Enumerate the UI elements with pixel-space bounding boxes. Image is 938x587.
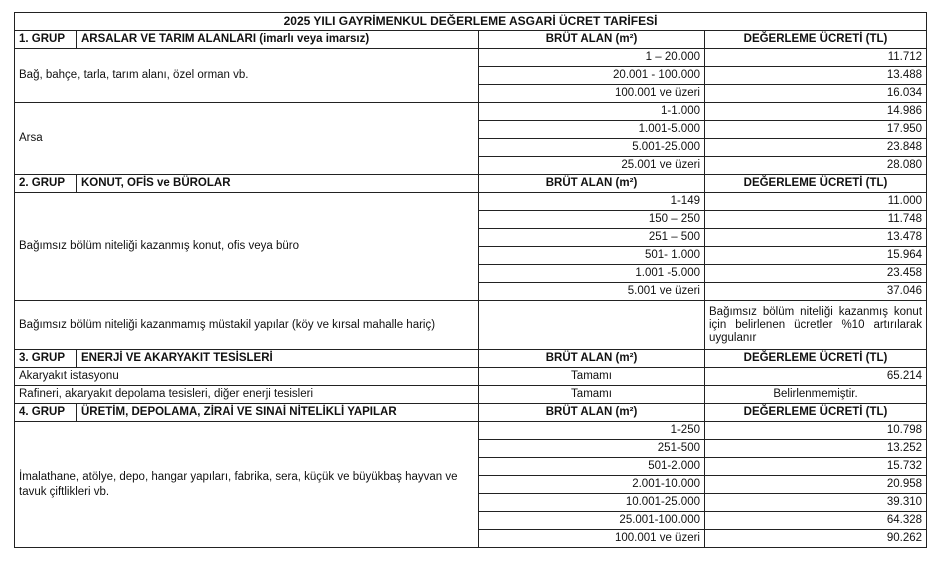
category-label: Arsa <box>15 103 479 175</box>
title-row <box>15 13 927 31</box>
area-cell: 2.001-10.000 <box>479 476 705 494</box>
area-cell: 20.001 - 100.000 <box>479 67 705 85</box>
fee-cell: 64.328 <box>705 512 927 530</box>
table-title: 2025 YILI GAYRİMENKUL DEĞERLEME ASGARİ ÜCRET TARİFESİ <box>15 13 927 31</box>
category-label: Bağımsız bölüm niteliği kazanmamış müstakil yapılar (köy ve kırsal mahalle hariç) <box>15 301 479 350</box>
table-row <box>15 422 927 440</box>
category-label: Bağımsız bölüm niteliği kazanmış konut, ofis veya büro <box>15 193 479 301</box>
area-cell: 25.001 ve üzeri <box>479 157 705 175</box>
area-cell: 5.001 ve üzeri <box>479 283 705 301</box>
area-cell: 100.001 ve üzeri <box>479 530 705 548</box>
group-header-row <box>15 404 927 422</box>
group-code: 3. GRUP <box>15 350 77 368</box>
area-cell: 1-149 <box>479 193 705 211</box>
fee-cell: 14.986 <box>705 103 927 121</box>
fee-cell: 90.262 <box>705 530 927 548</box>
area-cell: 501- 1.000 <box>479 247 705 265</box>
fee-cell: 16.034 <box>705 85 927 103</box>
category-label: Bağ, bahçe, tarla, tarım alanı, özel orman vb. <box>15 49 479 103</box>
fee-cell: Belirlenmemiştir. <box>705 386 927 404</box>
fee-tariff-table <box>14 12 927 548</box>
table-row <box>15 386 927 404</box>
area-cell: 501-2.000 <box>479 458 705 476</box>
area-cell: 251-500 <box>479 440 705 458</box>
area-header: BRÜT ALAN (m²) <box>479 404 705 422</box>
table-row <box>15 193 927 211</box>
fee-header: DEĞERLEME ÜCRETİ (TL) <box>705 31 927 49</box>
group-code: 4. GRUP <box>15 404 77 422</box>
area-cell: 5.001-25.000 <box>479 139 705 157</box>
group-header-row <box>15 175 927 193</box>
group-name: ÜRETİM, DEPOLAMA, ZİRAİ VE SINAİ NİTELİKLİ YAPILAR <box>77 404 479 422</box>
area-cell-empty <box>479 301 705 350</box>
area-cell: 10.001-25.000 <box>479 494 705 512</box>
group-code: 2. GRUP <box>15 175 77 193</box>
table-row <box>15 49 927 67</box>
area-cell: 100.001 ve üzeri <box>479 85 705 103</box>
fee-cell: 13.252 <box>705 440 927 458</box>
group-name: ENERJİ VE AKARYAKIT TESİSLERİ <box>77 350 479 368</box>
category-label: Akaryakıt istasyonu <box>15 368 479 386</box>
area-cell: Tamamı <box>479 368 705 386</box>
group-header-row <box>15 31 927 49</box>
table-row <box>15 301 927 350</box>
fee-cell: 11.000 <box>705 193 927 211</box>
area-cell: 150 – 250 <box>479 211 705 229</box>
fee-cell: 13.478 <box>705 229 927 247</box>
fee-cell: 65.214 <box>705 368 927 386</box>
group-name: KONUT, OFİS ve BÜROLAR <box>77 175 479 193</box>
area-cell: 1-250 <box>479 422 705 440</box>
area-cell: Tamamı <box>479 386 705 404</box>
fee-cell: 11.712 <box>705 49 927 67</box>
fee-note: Bağımsız bölüm niteliği kazanmış konut için belirlenen ücretler %10 artırılarak uygulanır <box>705 301 927 350</box>
fee-cell: 39.310 <box>705 494 927 512</box>
fee-cell: 15.732 <box>705 458 927 476</box>
fee-cell: 17.950 <box>705 121 927 139</box>
area-cell: 251 – 500 <box>479 229 705 247</box>
fee-header: DEĞERLEME ÜCRETİ (TL) <box>705 404 927 422</box>
fee-cell: 23.458 <box>705 265 927 283</box>
table-row <box>15 103 927 121</box>
fee-cell: 28.080 <box>705 157 927 175</box>
area-header: BRÜT ALAN (m²) <box>479 175 705 193</box>
category-label: İmalathane, atölye, depo, hangar yapıları, fabrika, sera, küçük ve büyükbaş hayvan ve tavuk çiftlikleri vb. <box>15 422 479 548</box>
table-row <box>15 368 927 386</box>
area-header: BRÜT ALAN (m²) <box>479 350 705 368</box>
fee-cell: 13.488 <box>705 67 927 85</box>
fee-cell: 11.748 <box>705 211 927 229</box>
fee-header: DEĞERLEME ÜCRETİ (TL) <box>705 175 927 193</box>
area-cell: 25.001-100.000 <box>479 512 705 530</box>
fee-cell: 20.958 <box>705 476 927 494</box>
fee-header: DEĞERLEME ÜCRETİ (TL) <box>705 350 927 368</box>
fee-cell: 23.848 <box>705 139 927 157</box>
area-cell: 1.001-5.000 <box>479 121 705 139</box>
area-header: BRÜT ALAN (m²) <box>479 31 705 49</box>
group-header-row <box>15 350 927 368</box>
group-name: ARSALAR VE TARIM ALANLARI (imarlı veya imarsız) <box>77 31 479 49</box>
fee-cell: 37.046 <box>705 283 927 301</box>
fee-cell: 10.798 <box>705 422 927 440</box>
area-cell: 1 – 20.000 <box>479 49 705 67</box>
fee-cell: 15.964 <box>705 247 927 265</box>
group-code: 1. GRUP <box>15 31 77 49</box>
area-cell: 1-1.000 <box>479 103 705 121</box>
area-cell: 1.001 -5.000 <box>479 265 705 283</box>
category-label: Rafineri, akaryakıt depolama tesisleri, diğer enerji tesisleri <box>15 386 479 404</box>
